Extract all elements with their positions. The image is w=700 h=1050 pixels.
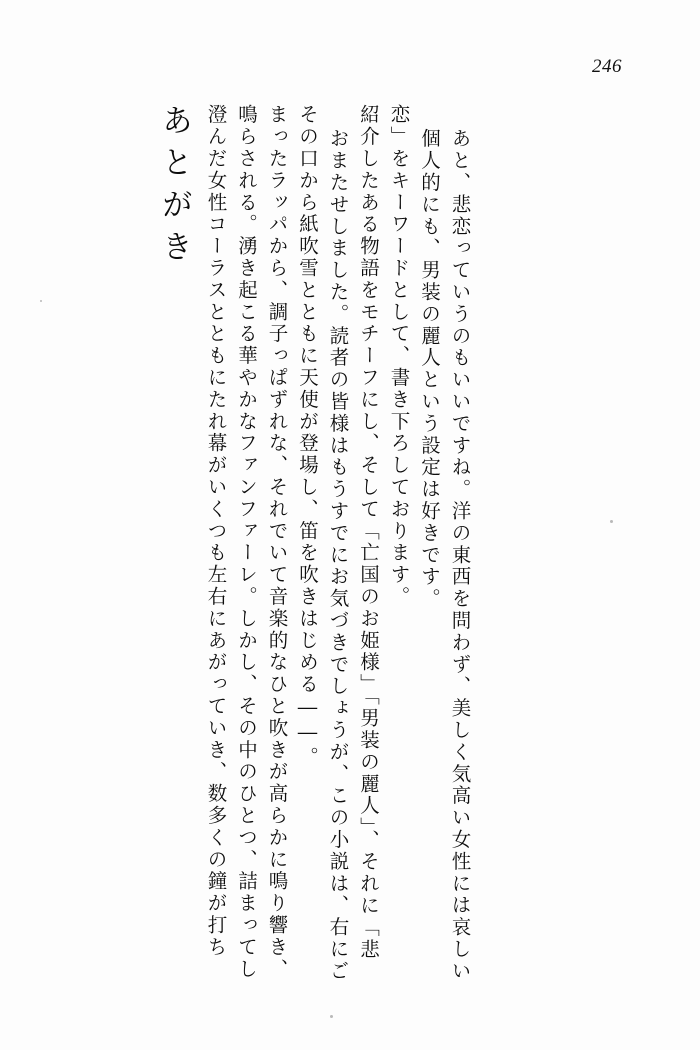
page-number: 246 (592, 56, 622, 77)
text-column: あと、悲恋っていうのもいいですね。洋の東西を問わず、美しく気高い女性には哀しい (448, 128, 472, 983)
scan-speck (40, 300, 42, 302)
text-column: 個人的にも、男装の麗人という設定は好きです。 (418, 128, 441, 610)
text-column: その口から紙吹雪とともに天使が登場し、笛を吹きはじめる――。 (296, 104, 319, 768)
vertical-text-block (132, 104, 602, 984)
scan-speck (610, 520, 613, 523)
text-column: 恋」をキーワードとして、書き下ろしております。 (387, 104, 411, 608)
section-title: あとがき (156, 104, 192, 272)
text-column: 鳴らされる。湧き起こる華やかなファンファーレ。しかし、その中のひとつ、詰まってし (235, 104, 258, 980)
text-column: 紹介したある物語をモチーフにし、そして「亡国のお姫様」「男装の麗人」、それに「悲 (357, 104, 380, 961)
text-column: おまたせしました。読者の皆様はもうすでにお気づきでしょうが、この小説は、右にご (326, 128, 350, 983)
text-column: 澄んだ女性コーラスとともにたれ幕がいくつも左右にあがっていき、数多くの鐘が打ち (204, 104, 228, 959)
scan-speck (330, 1015, 333, 1018)
text-column: まったラッパから、調子っぱずれな、それでいて音楽的なひと吹きが高らかに鳴り響き、 (265, 104, 289, 980)
